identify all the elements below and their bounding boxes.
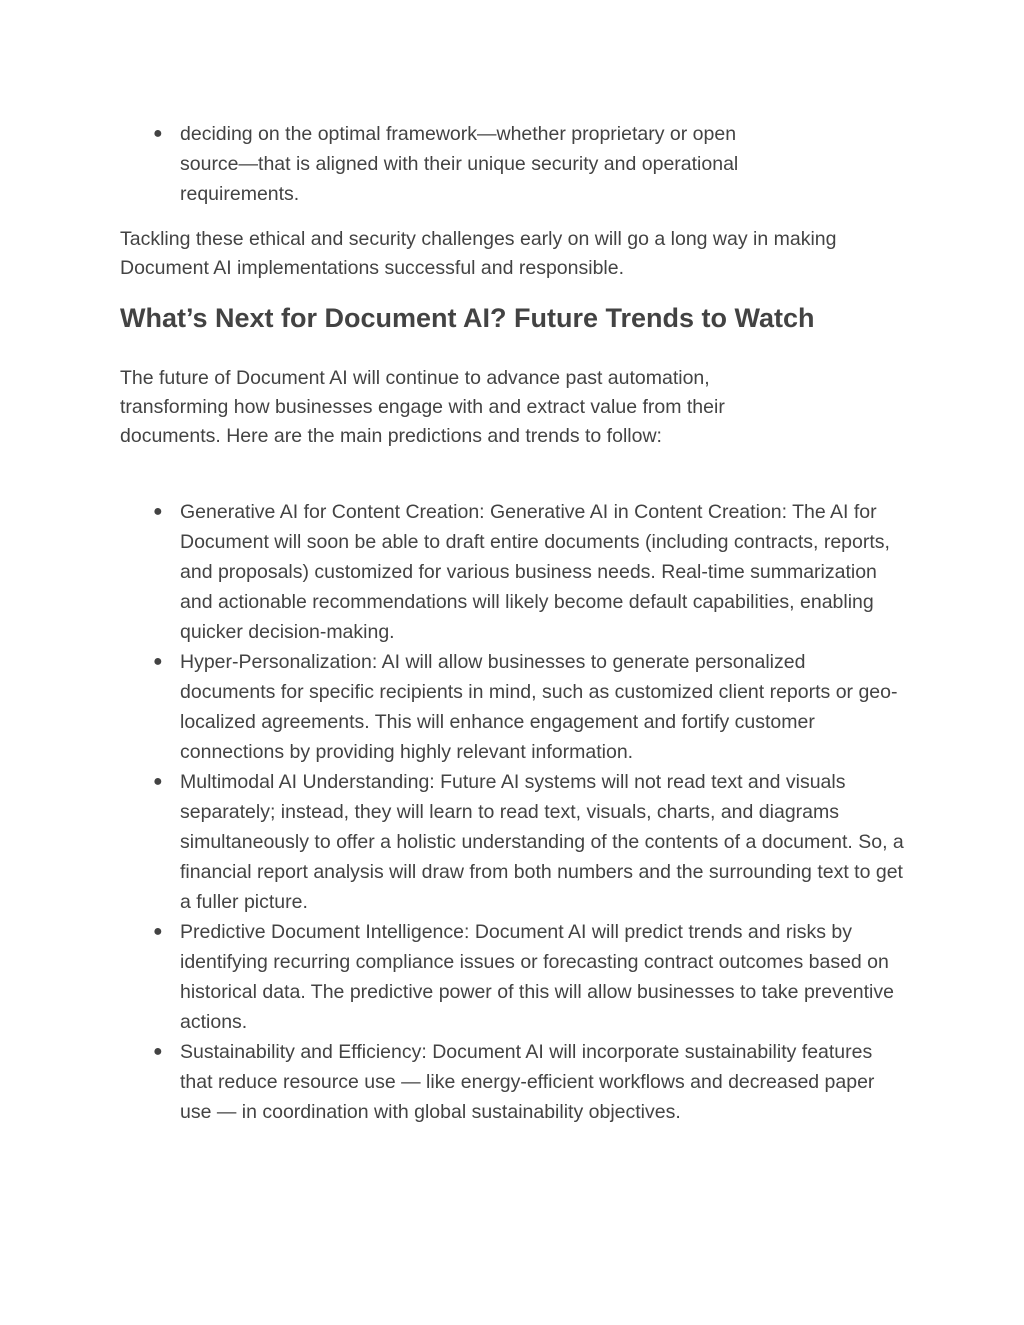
list-item-text: Sustainability and Efficiency: Document AI will incorporate sustainability features that reduce resource use — like energy-efficient workflows and decreased paper use — in coordination with global sustainability objectives. bbox=[180, 1041, 875, 1123]
list-item bbox=[120, 119, 740, 209]
tackling-paragraph: Tackling these ethical and security challenges early on will go a long way in making Document AI implementations successful and responsible. bbox=[120, 228, 837, 279]
list-item bbox=[120, 1037, 905, 1127]
section-heading: What’s Next for Document AI? Future Trends to Watch bbox=[120, 303, 815, 333]
bullet-icon: ● bbox=[153, 773, 163, 790]
list-item-text: Predictive Document Intelligence: Document AI will predict trends and risks by identifying recurring compliance issues or forecasting contract outcomes based on historical data. The predictive power of this will allow businesses to take preventive actions. bbox=[180, 921, 894, 1033]
bullet-icon: ● bbox=[153, 923, 163, 940]
bullet-icon: ● bbox=[153, 503, 163, 520]
list-item-text: deciding on the optimal framework—whether proprietary or open source—that is aligned with their unique security and operational requirements. bbox=[180, 123, 739, 205]
bullet-icon: ● bbox=[153, 125, 163, 142]
list-item-text: Hyper-Personalization: AI will allow businesses to generate personalized documents for specific recipients in mind, such as customized client reports or geo-localized agreements. This will enhance engagement and fortify customer connections by providing highly relevant information. bbox=[180, 651, 898, 763]
list-item bbox=[120, 497, 905, 647]
list-item bbox=[120, 647, 905, 767]
bullet-icon: ● bbox=[153, 653, 163, 670]
future-paragraph: The future of Document AI will continue to advance past automation, transforming how businesses engage with and extract value from their documents. Here are the main predictions and trends to follow: bbox=[120, 367, 725, 447]
list-item bbox=[120, 767, 905, 917]
list-item-text: Multimodal AI Understanding: Future AI systems will not read text and visuals separately; instead, they will learn to read text, visuals, charts, and diagrams simultaneously to offer a holistic understanding of the contents of a document. So, a financial report analysis will draw from both numbers and the surrounding text to get a fuller picture. bbox=[180, 771, 904, 913]
list-item bbox=[120, 917, 905, 1037]
trends-bullet-list bbox=[120, 497, 905, 1127]
list-item-text: Generative AI for Content Creation: Generative AI in Content Creation: The AI for Document will soon be able to draft entire documents (including contracts, reports, and proposals) customized for various business needs. Real-time summarization and actionable recommendations will likely become default capabilities, enabling quicker decision-making. bbox=[180, 501, 890, 643]
intro-bullet-list bbox=[120, 119, 740, 209]
bullet-icon: ● bbox=[153, 1043, 163, 1060]
